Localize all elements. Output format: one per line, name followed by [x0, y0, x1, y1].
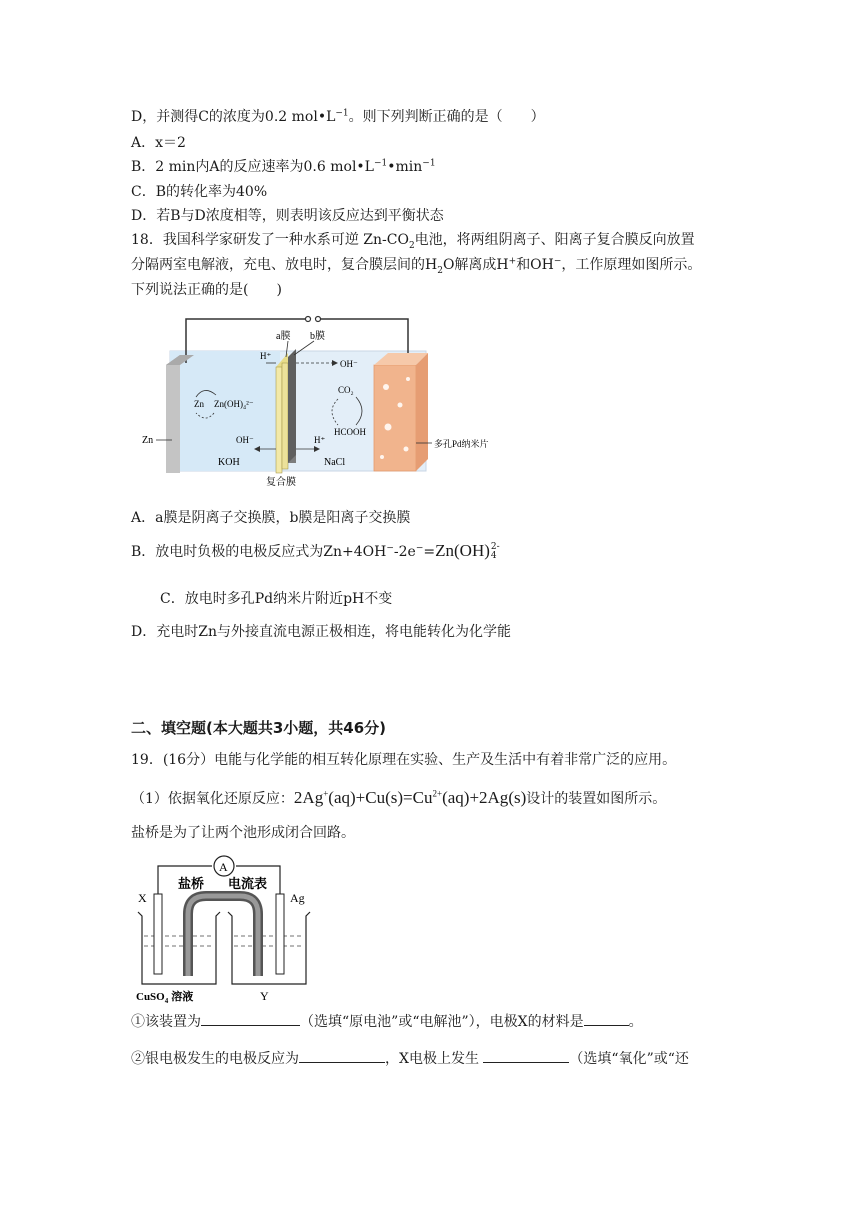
oh-minus-top-label: OH⁻ — [340, 359, 358, 369]
answer-blank-x-reaction-type[interactable] — [483, 1048, 569, 1063]
answer-blank-silver-reaction[interactable] — [299, 1048, 385, 1063]
q17-option-a: A．x＝2 — [131, 135, 186, 151]
composite-membrane-label: 复合膜 — [266, 477, 296, 488]
q19-question1: ①该装置为 （选填“原电池”或“电解池”），电极X的材料是 。 — [131, 1011, 643, 1032]
section-heading: 二、填空题(本大题共3小题，共46分) — [131, 719, 387, 737]
ammeter-label: 电流表 — [228, 876, 268, 891]
q17-option-c: C．B的转化率为40% — [131, 184, 268, 200]
zn-electrode-label: Zn — [142, 435, 154, 446]
q18-option-b: B．放电时负极的电极反应式为Zn+4OH−-2e−=Zn(OH) 2- 4 — [131, 541, 500, 561]
zn-species-label: Zn — [194, 399, 204, 409]
co2-label: CO₂ — [338, 385, 354, 395]
q18-option-a: A．a膜是阴离子交换膜，b膜是阳离子交换膜 — [131, 510, 411, 526]
q18-stem-line3: 下列说法正确的是( ) — [131, 282, 282, 298]
q18-stem-line2: 分隔两室电解液，充电、放电时，复合膜层间的$H_2O$解离成H+和OH−，工作原理如图所示。 — [131, 256, 702, 276]
hcooh-label: HCOOH — [334, 427, 367, 437]
a-membrane-label: a膜 — [276, 331, 291, 342]
q18-stem-line1: 18．我国科学家研发了一种水系可逆 $Zn-CO_2$电池，将两组阴离子、阳离子复合膜反向放置 — [131, 232, 695, 251]
cuso4-solution-label: CuSO$_4$ 溶液 — [136, 991, 194, 1004]
electrode-ag-label: Ag — [290, 891, 305, 905]
galvanic-cell-figure — [134, 848, 320, 1004]
q18-option-d: D．充电时Zn与外接直流电源正极相连，将电能转化为化学能 — [131, 624, 511, 640]
h-plus-top-label: H⁺ — [260, 351, 272, 361]
q19-stem-line3: 盐桥是为了让两个池形成闭合回路。 — [131, 825, 355, 841]
koh-label: KOH — [218, 457, 240, 468]
salt-bridge-label: 盐桥 — [178, 876, 205, 891]
q17-option-b: B．2 min内A的反应速率为0.6 $mol•L^{-1}•\min^{-1}$ — [131, 158, 436, 175]
q19-question2: ②银电极发生的电极反应为 ，X电极上发生 （选填“氧化”或“还 — [131, 1048, 689, 1069]
electrode-x-label: X — [138, 891, 147, 905]
h-plus-bottom-label: H⁺ — [314, 435, 326, 445]
q19-part1-equation-line: （1）依据氧化还原反应：$2Ag^+(aq)+Cu(s)=Cu^{2+}(aq)+2Ag(s)$设计的装置如图所示。 — [131, 788, 667, 807]
zincate-label: Zn(OH)₄²⁻ — [214, 399, 254, 409]
oh-minus-bottom-label: OH⁻ — [236, 435, 254, 445]
pd-electrode-label: 多孔Pd纳米片 — [434, 439, 489, 449]
solution-y-label: Y — [260, 989, 269, 1003]
answer-blank-device-type[interactable] — [201, 1011, 300, 1026]
b-membrane-label: b膜 — [310, 331, 325, 342]
nacl-label: NaCl — [324, 457, 346, 468]
q17-option-d: D．若B与D浓度相等，则表明该反应达到平衡状态 — [131, 208, 444, 224]
q18-option-c: C．放电时多孔Pd纳米片附近pH不变 — [160, 591, 393, 607]
answer-blank-electrode-x[interactable] — [584, 1011, 629, 1026]
zn-co2-battery-figure — [138, 309, 510, 489]
ammeter-symbol: A — [219, 860, 228, 874]
q17-stem-end: D，并测得C的浓度为0.2 $mol•L^{-1}$。则下列判断正确的是（ ） — [131, 108, 545, 125]
q19-stem-line1: 19．(16分）电能与化学能的相互转化原理在实验、生产及生活中有着非常广泛的应用。 — [131, 752, 677, 768]
